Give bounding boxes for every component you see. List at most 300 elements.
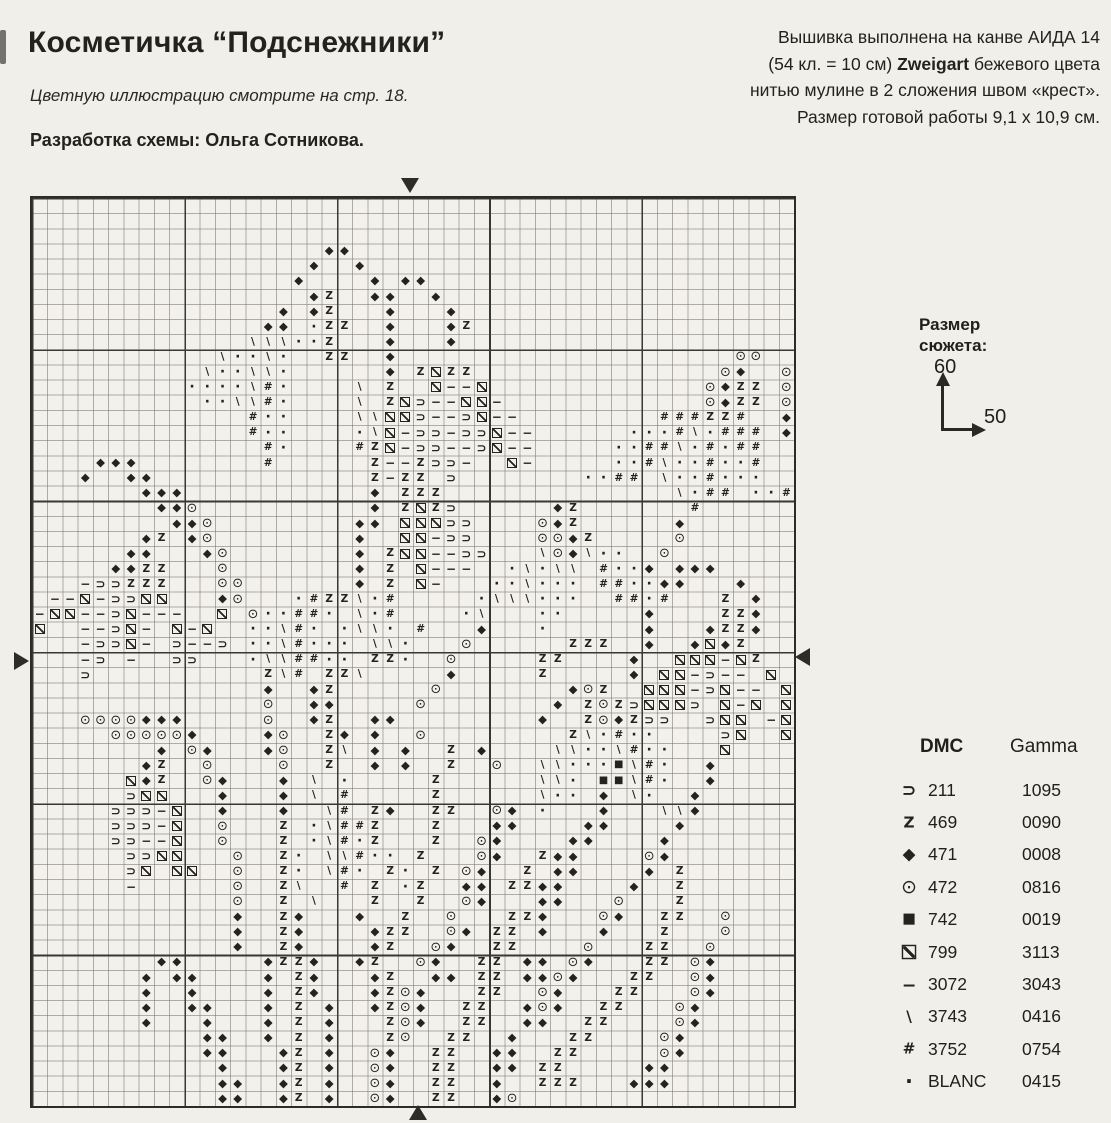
dot-stitch-icon: · bbox=[539, 591, 546, 608]
dot-stitch-icon: · bbox=[341, 651, 348, 668]
z-stitch-icon: Z bbox=[614, 1001, 623, 1014]
odot-stitch-icon: ⊙ bbox=[95, 712, 107, 728]
z-stitch-icon: Z bbox=[386, 380, 394, 393]
dash-stitch-icon: − bbox=[766, 713, 777, 728]
odot-stitch-icon: ⊙ bbox=[232, 879, 244, 895]
dot-stitch-icon: · bbox=[250, 621, 256, 638]
stitch-cell bbox=[703, 561, 718, 576]
stitch-cell bbox=[687, 970, 702, 985]
odot-stitch-icon: ⊙ bbox=[689, 969, 701, 985]
stitch-cell bbox=[581, 637, 596, 652]
stitch-cell bbox=[367, 818, 382, 833]
stitch-cell bbox=[276, 940, 291, 955]
diamond-stitch-icon: ◆ bbox=[568, 863, 578, 878]
stitch-cell bbox=[367, 924, 382, 939]
stitch-cell bbox=[443, 380, 458, 395]
stitch-cell bbox=[123, 849, 138, 864]
stitch-cell bbox=[306, 591, 321, 606]
stitch-cell bbox=[291, 955, 306, 970]
stitch-cell bbox=[230, 1091, 245, 1106]
stitch-cell bbox=[291, 909, 306, 924]
stitch-cell bbox=[291, 334, 306, 349]
stitch-cell bbox=[489, 940, 504, 955]
diamond-stitch-icon: ◆ bbox=[370, 984, 380, 999]
diamond-stitch-icon: ◆ bbox=[157, 500, 166, 515]
bslash-stitch-icon: \ bbox=[327, 865, 332, 878]
odot-stitch-icon: ⊙ bbox=[369, 1075, 381, 1091]
legend-row bbox=[898, 1066, 1098, 1098]
cup-stitch-icon: ⊃ bbox=[446, 470, 457, 485]
stitch-cell bbox=[245, 652, 260, 667]
z-stitch-icon: Z bbox=[386, 653, 394, 666]
stitch-cell bbox=[261, 455, 276, 470]
cup-stitch-icon: ⊃ bbox=[705, 682, 716, 697]
diamond-stitch-icon: ◆ bbox=[690, 636, 700, 651]
dot-stitch-icon: · bbox=[402, 863, 409, 880]
dot-stitch-icon: · bbox=[326, 636, 332, 653]
stitch-cell bbox=[352, 622, 367, 637]
stitch-cell bbox=[291, 879, 306, 894]
bslash-stitch-icon: \ bbox=[525, 562, 530, 575]
bslash-stitch-icon: \ bbox=[555, 562, 560, 575]
stitch-cell bbox=[169, 516, 184, 531]
diamond-stitch-icon: ◆ bbox=[492, 1075, 502, 1090]
diamond-stitch-icon: ◆ bbox=[263, 727, 273, 742]
dash-stitch-icon: − bbox=[689, 682, 700, 697]
diamond-stitch-icon: ◆ bbox=[279, 772, 288, 787]
stitch-cell bbox=[322, 743, 337, 758]
stitch-cell bbox=[611, 591, 626, 606]
stitch-cell bbox=[718, 425, 733, 440]
stitch-cell bbox=[657, 1045, 672, 1060]
stitch-cell bbox=[291, 637, 306, 652]
cup-stitch-icon: ⊃ bbox=[446, 455, 457, 470]
stitch-cell bbox=[200, 743, 215, 758]
stitch-cell bbox=[703, 395, 718, 410]
stitch-cell bbox=[123, 788, 138, 803]
stitch-cell bbox=[108, 607, 123, 622]
odot-stitch-icon: ⊙ bbox=[460, 894, 472, 910]
diamond-stitch-icon: ◆ bbox=[568, 848, 578, 863]
hash-stitch-icon: # bbox=[355, 850, 365, 863]
stitch-cell bbox=[383, 864, 398, 879]
diamond-stitch-icon: ◆ bbox=[218, 1075, 227, 1090]
legend-dmc-code: 3072 bbox=[928, 974, 967, 995]
diamond-stitch-icon: ◆ bbox=[202, 1045, 212, 1060]
z-stitch-icon: Z bbox=[523, 880, 532, 893]
stitch-cell bbox=[337, 319, 352, 334]
dot-stitch-icon: · bbox=[646, 787, 652, 804]
stitch-cell bbox=[687, 470, 702, 485]
bslash-stitch-icon: \ bbox=[312, 789, 316, 802]
diamond-stitch-icon: ◆ bbox=[477, 878, 486, 893]
hash-stitch-icon: # bbox=[385, 607, 395, 620]
z-stitch-icon: Z bbox=[584, 1031, 593, 1044]
stitch-cell bbox=[154, 576, 169, 591]
bslash-stitch-icon: \ bbox=[586, 728, 591, 741]
stitch-cell bbox=[108, 834, 123, 849]
stitch-cell bbox=[428, 440, 443, 455]
stitch-cell bbox=[626, 697, 641, 712]
stitch-cell bbox=[291, 849, 306, 864]
z-stitch-icon: Z bbox=[477, 986, 486, 999]
stitch-cell bbox=[672, 410, 687, 425]
legend-gamma-code: 0019 bbox=[1022, 909, 1061, 930]
stitch-cell bbox=[718, 924, 733, 939]
stitch-cell bbox=[367, 803, 382, 818]
stitch-cell bbox=[398, 486, 413, 501]
stitch-cell bbox=[123, 622, 138, 637]
dot-stitch-icon: · bbox=[692, 439, 698, 456]
stitch-cell bbox=[718, 486, 733, 501]
diamond-stitch-icon: ◆ bbox=[507, 818, 517, 833]
stitch-cell bbox=[550, 1061, 565, 1076]
stitch-cell bbox=[779, 682, 794, 697]
diamond-stitch-icon: ◆ bbox=[309, 969, 319, 984]
diamond-stitch-icon: ◆ bbox=[553, 697, 563, 712]
stitch-cell bbox=[398, 425, 413, 440]
cup-stitch-icon: ⊃ bbox=[705, 713, 716, 728]
stitch-cell bbox=[78, 591, 93, 606]
xsq-stitch-icon bbox=[718, 682, 733, 697]
xsq-stitch-icon bbox=[779, 728, 794, 743]
diamond-stitch-icon: ◆ bbox=[416, 999, 426, 1014]
stitch-cell bbox=[32, 622, 47, 637]
legend-dmc-code: 472 bbox=[928, 876, 958, 897]
odot-stitch-icon: ⊙ bbox=[476, 848, 488, 864]
stitch-cell bbox=[504, 1061, 519, 1076]
diamond-stitch-icon: ◆ bbox=[157, 954, 166, 969]
z-stitch-icon: Z bbox=[630, 713, 638, 726]
hash-stitch-icon: # bbox=[263, 441, 273, 454]
stitch-cell bbox=[200, 1030, 215, 1045]
z-stitch-icon: Z bbox=[371, 834, 379, 847]
stitch-cell bbox=[398, 455, 413, 470]
z-stitch-icon: Z bbox=[157, 759, 166, 772]
bslash-stitch-icon: \ bbox=[357, 607, 362, 620]
stitch-cell bbox=[535, 576, 550, 591]
dot-stitch-icon: · bbox=[585, 469, 591, 486]
hash-stitch-icon: # bbox=[902, 1040, 916, 1058]
stitch-cell bbox=[703, 486, 718, 501]
stitch-cell bbox=[261, 349, 276, 364]
dot-stitch-icon: · bbox=[219, 364, 226, 381]
stitch-cell bbox=[718, 743, 733, 758]
diamond-stitch-icon: ◆ bbox=[492, 1090, 502, 1105]
hash-stitch-icon: # bbox=[675, 411, 685, 424]
z-stitch-icon: Z bbox=[294, 971, 303, 984]
stitch-cell bbox=[413, 849, 428, 864]
diamond-stitch-icon: ◆ bbox=[902, 843, 916, 865]
z-stitch-icon: Z bbox=[416, 486, 425, 499]
stitch-cell bbox=[703, 380, 718, 395]
stitch-cell bbox=[352, 667, 367, 682]
z-stitch-icon: Z bbox=[371, 456, 379, 469]
stitch-cell bbox=[383, 1015, 398, 1030]
stitch-cell bbox=[489, 818, 504, 833]
stitch-cell bbox=[398, 410, 413, 425]
stitch-cell bbox=[261, 1000, 276, 1015]
stitch-cell bbox=[261, 743, 276, 758]
stitch-cell bbox=[352, 380, 367, 395]
stitch-cell bbox=[748, 380, 763, 395]
bslash-stitch-icon: \ bbox=[281, 638, 286, 651]
diamond-stitch-icon: ◆ bbox=[279, 1060, 288, 1075]
motif-height-value: 60 bbox=[934, 356, 957, 378]
stitch-cell bbox=[367, 743, 382, 758]
hash-stitch-icon: # bbox=[294, 668, 304, 681]
diamond-stitch-icon: ◆ bbox=[568, 833, 578, 848]
diamond-stitch-icon: ◆ bbox=[80, 470, 90, 485]
stitch-cell bbox=[428, 682, 443, 697]
bslash-stitch-icon: \ bbox=[357, 380, 362, 393]
stitch-cell bbox=[565, 1045, 580, 1060]
diamond-stitch-icon: ◆ bbox=[385, 712, 395, 727]
stitch-cell bbox=[261, 667, 276, 682]
stitch-cell bbox=[367, 274, 382, 289]
diamond-stitch-icon: ◆ bbox=[141, 984, 151, 999]
stitch-cell bbox=[276, 849, 291, 864]
stitch-cell bbox=[550, 531, 565, 546]
stitch-cell bbox=[276, 758, 291, 773]
odot-stitch-icon: ⊙ bbox=[704, 939, 716, 955]
diamond-stitch-icon: ◆ bbox=[324, 1030, 334, 1045]
dash-stitch-icon: − bbox=[491, 395, 502, 410]
stitch-cell bbox=[535, 849, 550, 864]
odot-stitch-icon: ⊙ bbox=[140, 727, 152, 743]
stitch-cell bbox=[184, 380, 199, 395]
diamond-stitch-icon: ◆ bbox=[233, 939, 243, 954]
stitch-cell bbox=[322, 652, 337, 667]
diamond-stitch-icon: ◆ bbox=[629, 651, 639, 666]
z-stitch-icon: Z bbox=[386, 577, 394, 590]
stitch-cell bbox=[154, 849, 169, 864]
stitch-cell bbox=[443, 758, 458, 773]
odot-stitch-icon: ⊙ bbox=[110, 712, 122, 728]
xsq-stitch-icon bbox=[398, 395, 413, 410]
diamond-stitch-icon: ◆ bbox=[187, 999, 197, 1014]
stitch-cell bbox=[383, 622, 398, 637]
stitch-cell bbox=[169, 652, 184, 667]
stitch-cell bbox=[261, 697, 276, 712]
legend-symbol bbox=[898, 1071, 920, 1093]
stitch-cell bbox=[276, 622, 291, 637]
stitch-cell bbox=[748, 425, 763, 440]
diamond-stitch-icon: ◆ bbox=[599, 803, 608, 818]
stitch-cell bbox=[657, 803, 672, 818]
dot-stitch-icon: · bbox=[280, 364, 287, 381]
z-stitch-icon: Z bbox=[279, 895, 288, 908]
stitch-cell bbox=[367, 758, 382, 773]
dot-stitch-icon: · bbox=[753, 469, 759, 486]
odot-stitch-icon: ⊙ bbox=[232, 863, 244, 879]
z-stitch-icon: Z bbox=[721, 592, 730, 605]
diamond-stitch-icon: ◆ bbox=[781, 409, 791, 424]
legend-symbol bbox=[898, 941, 920, 963]
hash-stitch-icon: # bbox=[385, 592, 395, 605]
stitch-cell bbox=[443, 743, 458, 758]
stitch-cell bbox=[581, 713, 596, 728]
diamond-stitch-icon: ◆ bbox=[583, 954, 593, 969]
stitch-cell bbox=[322, 349, 337, 364]
stitch-cell bbox=[520, 440, 535, 455]
z-stitch-icon: Z bbox=[386, 396, 394, 409]
hash-stitch-icon: # bbox=[614, 728, 624, 741]
stitch-cell bbox=[489, 1061, 504, 1076]
stitch-cell bbox=[413, 879, 428, 894]
z-stitch-icon: Z bbox=[386, 865, 394, 878]
stitch-cell bbox=[428, 818, 443, 833]
dot-stitch-icon: · bbox=[570, 772, 576, 789]
stitch-cell bbox=[383, 1091, 398, 1106]
stitch-cell bbox=[443, 970, 458, 985]
stitch-cell bbox=[276, 334, 291, 349]
diamond-stitch-icon: ◆ bbox=[644, 636, 654, 651]
cup-stitch-icon: ⊃ bbox=[476, 440, 487, 455]
dot-stitch-icon: · bbox=[341, 772, 348, 789]
diamond-stitch-icon: ◆ bbox=[477, 742, 486, 757]
stitch-cell bbox=[108, 622, 123, 637]
diamond-stitch-icon: ◆ bbox=[416, 1014, 426, 1029]
diamond-stitch-icon: ◆ bbox=[736, 364, 746, 379]
hash-stitch-icon: # bbox=[660, 441, 669, 454]
xsq-stitch-icon bbox=[383, 440, 398, 455]
stitch-cell bbox=[443, 803, 458, 818]
stitch-cell bbox=[352, 864, 367, 879]
hash-stitch-icon: # bbox=[309, 592, 319, 605]
stitch-cell bbox=[93, 637, 108, 652]
stitch-cell bbox=[687, 561, 702, 576]
z-stitch-icon: Z bbox=[325, 305, 333, 318]
z-stitch-icon: Z bbox=[371, 895, 379, 908]
cup-stitch-icon: ⊃ bbox=[430, 455, 441, 470]
diamond-stitch-icon: ◆ bbox=[553, 863, 563, 878]
stitch-cell bbox=[550, 970, 565, 985]
stitch-cell bbox=[398, 758, 413, 773]
odot-stitch-icon: ⊙ bbox=[445, 909, 457, 925]
dot-stitch-icon: · bbox=[692, 469, 698, 486]
stitch-cell bbox=[703, 682, 718, 697]
dot-stitch-icon: · bbox=[265, 606, 271, 623]
z-stitch-icon: Z bbox=[432, 834, 440, 847]
z-stitch-icon: Z bbox=[660, 940, 669, 953]
stitch-cell bbox=[672, 682, 687, 697]
z-stitch-icon: Z bbox=[462, 1001, 471, 1014]
stitch-cell bbox=[596, 818, 611, 833]
stitch-cell bbox=[520, 425, 535, 440]
stitch-cell bbox=[322, 637, 337, 652]
stitch-cell bbox=[474, 743, 489, 758]
stitch-cell bbox=[657, 940, 672, 955]
dot-stitch-icon: · bbox=[387, 848, 393, 865]
stitch-cell bbox=[291, 607, 306, 622]
cup-stitch-icon: ⊃ bbox=[689, 697, 700, 712]
stitch-cell bbox=[504, 591, 519, 606]
stitch-cell bbox=[474, 395, 489, 410]
diamond-stitch-icon: ◆ bbox=[477, 893, 486, 908]
dot-stitch-icon: · bbox=[204, 394, 210, 411]
dash-stitch-icon: − bbox=[186, 637, 198, 652]
dash-stitch-icon: − bbox=[141, 622, 152, 637]
z-stitch-icon: Z bbox=[675, 865, 684, 878]
stitch-cell bbox=[139, 803, 154, 818]
hash-stitch-icon: # bbox=[340, 865, 349, 878]
dash-stitch-icon: − bbox=[689, 667, 700, 682]
diamond-stitch-icon: ◆ bbox=[172, 969, 182, 984]
dot-stitch-icon: · bbox=[539, 560, 546, 577]
diamond-stitch-icon: ◆ bbox=[126, 470, 136, 485]
dash-stitch-icon: − bbox=[430, 395, 441, 410]
odot-stitch-icon: ⊙ bbox=[399, 1000, 411, 1016]
odot-stitch-icon: ⊙ bbox=[552, 969, 564, 985]
dot-stitch-icon: · bbox=[478, 591, 485, 608]
center-marker-bottom-icon bbox=[409, 1105, 427, 1120]
diamond-stitch-icon: ◆ bbox=[781, 424, 791, 439]
stitch-cell bbox=[108, 455, 123, 470]
stitch-cell bbox=[474, 970, 489, 985]
stitch-cell bbox=[123, 561, 138, 576]
diamond-stitch-icon: ◆ bbox=[629, 878, 639, 893]
center-marker-left-icon bbox=[14, 652, 29, 670]
stitch-cell bbox=[520, 909, 535, 924]
stitch-cell bbox=[474, 985, 489, 1000]
dash-stitch-icon: − bbox=[446, 561, 457, 576]
diamond-stitch-icon: ◆ bbox=[690, 561, 700, 575]
hash-stitch-icon: # bbox=[248, 426, 258, 439]
stitch-cell bbox=[596, 697, 611, 712]
bslash-stitch-icon: \ bbox=[372, 623, 377, 636]
stitch-cell bbox=[352, 259, 367, 274]
stitch-cell bbox=[596, 1000, 611, 1015]
z-stitch-icon: Z bbox=[294, 1016, 303, 1029]
odot-stitch-icon: ⊙ bbox=[719, 924, 731, 940]
stitch-cell bbox=[428, 380, 443, 395]
stitch-cell bbox=[565, 516, 580, 531]
diamond-stitch-icon: ◆ bbox=[172, 500, 182, 515]
diamond-stitch-icon: ◆ bbox=[96, 455, 105, 470]
stitch-cell bbox=[459, 607, 474, 622]
cup-stitch-icon: ⊃ bbox=[446, 531, 457, 546]
stitch-cell bbox=[169, 622, 184, 637]
bslash-stitch-icon: \ bbox=[510, 592, 514, 605]
stitch-cell bbox=[581, 955, 596, 970]
diamond-stitch-icon: ◆ bbox=[370, 757, 380, 772]
stitch-cell bbox=[703, 970, 718, 985]
dot-stitch-icon: · bbox=[631, 424, 637, 441]
diamond-stitch-icon: ◆ bbox=[279, 1090, 288, 1105]
stitch-cell bbox=[428, 834, 443, 849]
z-stitch-icon: Z bbox=[492, 940, 501, 953]
dash-stitch-icon: − bbox=[141, 607, 152, 622]
stitch-cell bbox=[383, 652, 398, 667]
stitch-cell bbox=[139, 864, 154, 879]
diamond-stitch-icon: ◆ bbox=[263, 969, 273, 984]
stitch-cell bbox=[657, 576, 672, 591]
stitch-cell bbox=[276, 395, 291, 410]
legend-gamma-code: 3113 bbox=[1022, 941, 1060, 962]
cup-stitch-icon: ⊃ bbox=[126, 819, 137, 833]
stitch-cell bbox=[123, 546, 138, 561]
z-stitch-icon: Z bbox=[294, 955, 303, 968]
xsq-stitch-icon bbox=[413, 501, 428, 516]
z-stitch-icon: Z bbox=[416, 471, 425, 484]
stitch-cell bbox=[383, 395, 398, 410]
stitch-cell bbox=[733, 728, 748, 743]
odot-stitch-icon: ⊙ bbox=[689, 954, 701, 970]
stitch-cell bbox=[291, 864, 306, 879]
stitch-cell bbox=[550, 773, 565, 788]
stitch-cell bbox=[687, 788, 702, 803]
